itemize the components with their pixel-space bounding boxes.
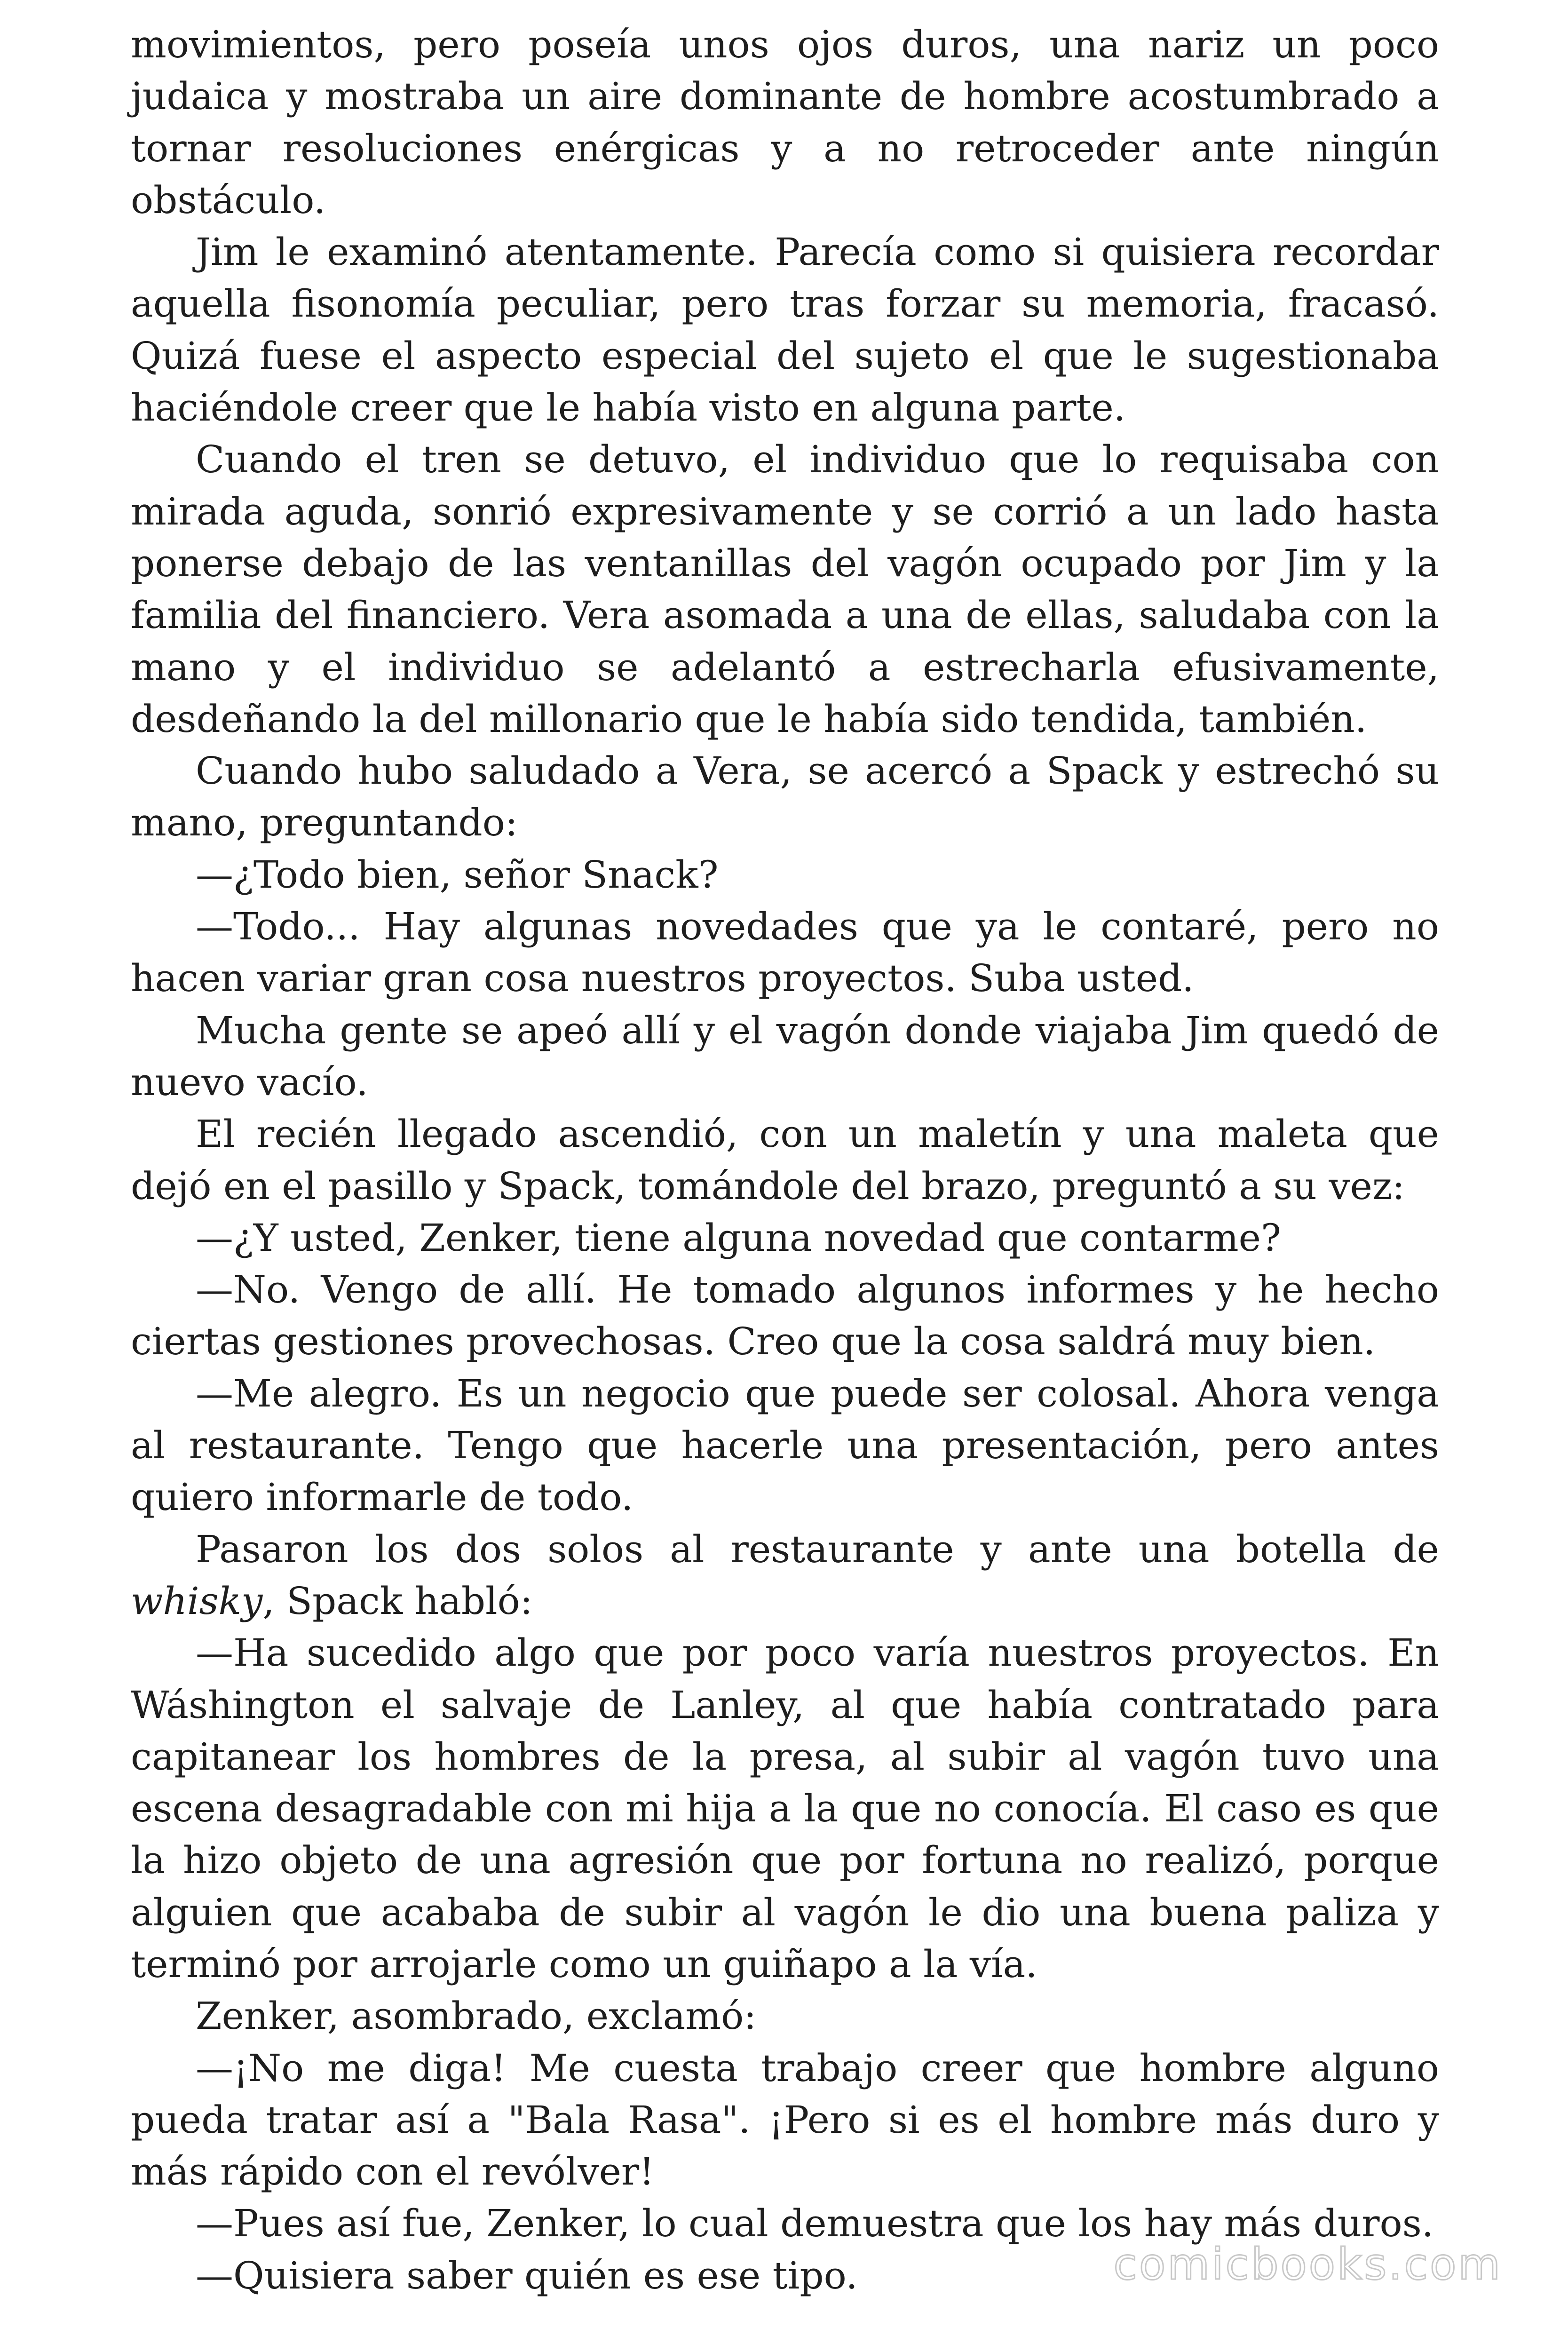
watermark-logo: comicbooks.com	[1113, 2239, 1502, 2289]
dialogue-line: —¿Todo bien, señor Snack?	[196, 852, 719, 897]
paragraph: Jim le examinó atentamente. Parecía como si quisiera recordar aquella fisonomía peculiar, pero tras forzar su memoria, fracasó. Quizá fuese el aspecto especial del sujeto el que le sugestionaba haciéndole creer que le había visto en alguna parte.	[131, 230, 1439, 430]
paragraph: Cuando el tren se detuvo, el individuo que lo requisaba con mirada aguda, sonrió expresivamente y se corrió a un lado hasta ponerse debajo de las ventanillas del vagón ocupado por Jim y la familia del financiero. Vera asomada a una de ellas, saludaba con la mano y el individuo se adelantó a estrecharla efusivamente, desdeñando la del millonario que le había sido tendida, también.	[131, 437, 1439, 741]
paragraph: Zenker, asombrado, exclamó:	[196, 1994, 757, 2038]
paragraph: El recién llegado ascendió, con un maletín y una maleta que dejó en el pasillo y Spack, tomándole del brazo, preguntó a su vez:	[131, 1112, 1439, 1208]
dialogue-line: —No. Vengo de allí. He tomado algunos informes y he hecho ciertas gestiones provechosas. Creo que la cosa saldrá muy bien.	[131, 1268, 1439, 1364]
text-run: , Spack habló:	[262, 1579, 533, 1623]
paragraph: Mucha gente se apeó allí y el vagón donde viajaba Jim quedó de nuevo vacío.	[131, 1008, 1439, 1104]
dialogue-line: —Quisiera saber quién es ese tipo.	[196, 2253, 858, 2297]
italic-word: whisky	[131, 1579, 263, 1623]
dialogue-line: —Pues así fue, Zenker, lo cual demuestra que los hay más duros.	[196, 2201, 1434, 2246]
dialogue-line: —¿Y usted, Zenker, tiene alguna novedad que contarme?	[196, 1216, 1281, 1260]
page-text	[131, 19, 1439, 2302]
paragraph: movimientos, pero poseía unos ojos duros, una nariz un poco judaica y mostraba un aire dominante de hombre acostumbrado a tornar resoluciones enérgicas y a no retroceder ante ningún obstáculo.	[131, 23, 1439, 222]
dialogue-line: —Ha sucedido algo que por poco varía nuestros proyectos. En Wáshington el salvaje de Lanley, al que había contratado para capitanear los hombres de la presa, al subir al vagón tuvo una escena desagradable con mi hija a la que no conocía. El caso es que la hizo objeto de una agresión que por fortuna no realizó, porque alguien que acababa de subir al vagón le dio una buena paliza y terminó por arrojarle como un guiñapo a la vía.	[131, 1631, 1439, 1986]
paragraph-whisky	[131, 1524, 1439, 1628]
text-run: Pasaron los dos solos al restaurante y ante una botella de	[196, 1527, 1439, 1571]
dialogue-line: —¡No me diga! Me cuesta trabajo creer que hombre alguno pueda tratar así a "Bala Rasa". ¡Pero si es el hombre más duro y más rápido con el revólver!	[131, 2046, 1439, 2194]
dialogue-line: —Todo... Hay algunas novedades que ya le contaré, pero no hacen variar gran cosa nuestros proyectos. Suba usted.	[131, 905, 1439, 1001]
paragraph: Cuando hubo saludado a Vera, se acercó a Spack y estrechó su mano, preguntando:	[131, 749, 1439, 845]
dialogue-line: —Me alegro. Es un negocio que puede ser colosal. Ahora venga al restaurante. Tengo que hacerle una presentación, pero antes quiero informarle de todo.	[131, 1371, 1439, 1519]
